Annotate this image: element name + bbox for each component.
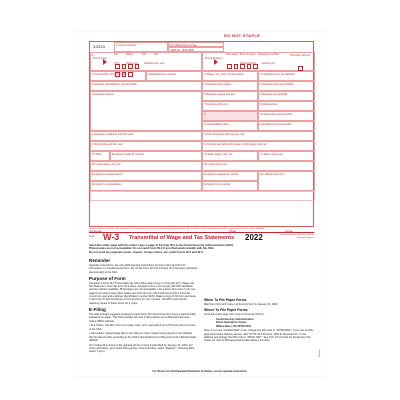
kind-of-employer-label: Kind of Employer [205,58,223,60]
contact-person-field[interactable]: Employer's contact person [90,171,202,181]
payer-option-medicare: Medicare govt. emp. [144,63,165,65]
purpose-heading: Purpose of Form [89,275,126,281]
box-10-dependent-care[interactable]: 10 Dependent care benefits [258,111,315,121]
box-15-state[interactable]: 15 State [90,151,110,161]
where-to-file-text: Send this entire page with Copy A of Form(s) W-2 to: [204,313,265,317]
employer-option-none: None apply [226,54,238,56]
catalog-number: Cat. No. [319,348,322,358]
form-label: Form [89,235,95,238]
payer-option-ct1: CT-1 [114,63,119,65]
box-16-state-wages[interactable]: 16 State wages, tips, etc. [202,151,258,161]
payer-option-military: Military [126,54,134,56]
box-f-employer-name[interactable]: f Employer's name [90,91,202,131]
send-line-1: Send this entire page with the entire Copy A page of Form(s) W-2 to the Social Security Administration (SSA). [89,243,234,247]
mailing-note: Note: If you use "Certified Mail" to file, change the ZIP code to "18769-0002." If you use an IRS-approved private delivery service, add "ATTN: W-2 Process, 1150 E. Mountain Dr." to the address and change the ZIP code to "18702-7997." See Pub. 15 (Circular E), Employer's Tax Guide, for a list of IRS-approved private delivery services. [204,329,314,343]
box-15-state-id[interactable]: Employer's state ID number [110,151,202,161]
checkbox-none-apply[interactable] [227,64,232,69]
payer-arrow-icon [103,59,107,65]
title-field-label: Title ▶ [229,231,236,233]
box-8-allocated-tips[interactable]: 8 Allocated tips [258,101,315,111]
do-not-staple-label: DO NOT STAPLE [224,33,261,38]
employer-option-state-local-501c: State/local 501c [240,63,257,65]
box-13-third-party[interactable]: 13 For third-party sick pay use only [202,131,315,141]
box-12a-deferred[interactable]: 12a Deferred compensation [258,121,315,131]
efiling-heading: E-Filing [89,306,106,312]
when-to-file-text: Mail Form W-3 with Copy A of Form(s) W-2 by January 31, 2023. [204,303,279,306]
checkbox-state-local[interactable] [240,64,245,69]
efiling-option-file-upload: • File Upload. Upload wage files to the SSA you have created using payroll or tax software that formats the files according to the SSA's Specifications for Filing Forms W-2 Electronically (EFW2). [89,332,197,343]
tax-year: 2022 [245,233,263,242]
address-line-2: Direct Operations Center [216,321,247,325]
address-line-1: Social Security Administration [216,318,254,322]
payer-option-941: 941 [114,54,118,56]
box-11-nonqualified[interactable]: 11 Nonqualified plans [202,121,258,131]
third-party-sick-pay-label: Third-party sick pay [290,55,311,57]
box-5-medicare-wages[interactable]: 5 Medicare wages and tips [202,91,258,101]
address-line-3: Wilkes-Barre, PA 18769-0001 [216,324,252,328]
box-d-establishment[interactable]: d Establishment number [146,71,202,81]
when-to-file-heading: When To File Paper Forms [204,298,247,302]
reminder-heading: Reminder [89,258,111,263]
kind-of-payer-label: Kind of Payer [93,58,107,60]
purpose-text: Complete a Form W-3 Transmittal only when filing paper Copy A of Form(s) W-2, Wage and Tax Statement. Don't file Form W-3 alone. All paper forms must comply with IRS standards and be machine readable. Photocopies are not acceptable. Use a Form W-3 even if only one paper Form W-2 is being filed. Make sure both the Form W-3 and Form(s) W-2 show the correct tax year and employer identification number (EIN). Make a copy of this form and keep it with Copy D (For Employer) of Form(s) W-2 for your records. The IRS recommends retaining copies of these forms for 4 years. [89,281,196,305]
box-c-total-forms[interactable]: c Total number of Forms W-2 [90,71,146,81]
box-3-ss-wages[interactable]: 3 Social security wages [202,81,258,91]
box-18-local-wages[interactable]: 18 Local wages, tips, etc. [90,161,202,171]
employer-arrow-icon [214,59,218,65]
right-column [204,296,314,344]
checkbox-federal[interactable] [253,64,258,69]
efiling-option-w2-online: • W-2 Online. Use fill-in forms to create, save, print, and submit up to 50 Forms W-2 at a time to the SSA. [89,324,196,331]
federal-use-box: For Official Use Only [258,171,315,191]
checkbox-944[interactable] [135,64,140,69]
spacer [90,201,315,228]
blank-row [90,191,315,201]
mailing-address [216,318,314,328]
form-name: W-3 [103,232,120,242]
email-field[interactable]: Employer's email address [90,181,202,191]
checkbox-501c[interactable] [234,64,239,69]
payer-option-944: 944 [154,54,158,56]
employer-option-state-local: State/local non-501c [258,54,279,56]
privacy-notice: For Privacy Act and Paperwork Reduction Act Notice, see the separate instructions. [152,370,248,373]
box-1-wages[interactable]: 1 Wages, tips, other compensation [202,71,258,81]
fax-field[interactable]: Employer's fax number [202,181,258,191]
send-line-3: Do not send any payment (cash, checks, money orders, etc.) with Forms W-2 and W-3. [89,249,204,254]
box-4-ss-tax[interactable]: 4 Social security tax withheld [258,81,315,91]
employer-option-501c: 501c non-govt. [240,54,256,56]
telephone-field[interactable]: Employer's telephone number [202,171,258,181]
box-h-other-ein[interactable]: h Other EIN used this year [90,141,202,151]
control-number-field[interactable]: a Control number [114,42,168,52]
efiling-text: The SSA strongly suggests employers report Form W-3 and Forms W-2 Copy A electronically instead of on paper. The SSA provides two free e-filing options on its Business Services Online (BSO) website: [89,312,196,323]
left-column [89,256,197,355]
box-2-federal-tax[interactable]: 2 Federal income tax withheld [258,71,315,81]
checkbox-state-local-501c[interactable] [247,64,252,69]
reminder-text: Separate instructions. See the 2022 General Instructions for Forms W-2 and W-3 for information on completing this form. Do not file Form W-3 for Form(s) W-2 that were submitted electronically to the SSA. [89,264,198,274]
box-g-address[interactable]: g Employer's address and ZIP code [90,131,202,141]
box-7-ss-tips[interactable]: 7 Social security tips [202,101,258,111]
w3-form-grid [89,41,314,227]
department-label: Department of the Treasury Internal Revenue Service [279,234,314,239]
w3-form-page [74,32,326,376]
form-title: Transmittal of Wage and Tax Statements [129,235,235,241]
where-to-file-heading: Where To File Paper Forms [204,308,248,313]
box-6-medicare-tax[interactable]: 6 Medicare tax withheld [258,91,315,101]
perjury-statement: Under penalties of perjury, I declare that I have examined this return and accompanying documents and, to the best of my knowledge and belief, they are true, correct, and complete. [89,228,265,230]
payer-option-household: Hshld. emp. [126,63,139,65]
kind-of-payer-box: b Kind of Payer [90,52,202,71]
official-use-label: For Official Use Only ▶ [168,42,224,47]
box-e-ein[interactable]: e Employer identification number (EIN) [90,81,202,91]
signature-field-label: Signature ▶ [89,231,102,233]
box-17-state-tax[interactable]: 17 State income tax [258,151,315,161]
box-9-shaded: 9 [202,111,258,121]
efiling-info: W-2 Online fill-in forms or file uploads will be on time if submitted by January 31, 2023. For more information, go to www.SSA.gov/bso. First-time filers, select "Register"; returning filers, select "Log In." [89,343,196,354]
payer-option-943: 943 [142,54,146,56]
form-code: 33333 [93,46,106,50]
omb-number: OMB No. 1545-0008 [168,47,224,52]
send-instructions [89,244,314,254]
send-line-2: Photocopies are not acceptable. Do not send Form W-3 if you filed electronically with the SSA. [89,246,215,251]
employer-option-federal: Federal govt. [262,63,276,65]
box-19-local-tax[interactable]: 19 Local income tax [202,161,315,171]
date-field-label: Date ▶ [285,231,293,233]
box-14-income-tax-withheld[interactable]: 14 Income tax withheld by payer of third-party sick pay [202,141,315,151]
